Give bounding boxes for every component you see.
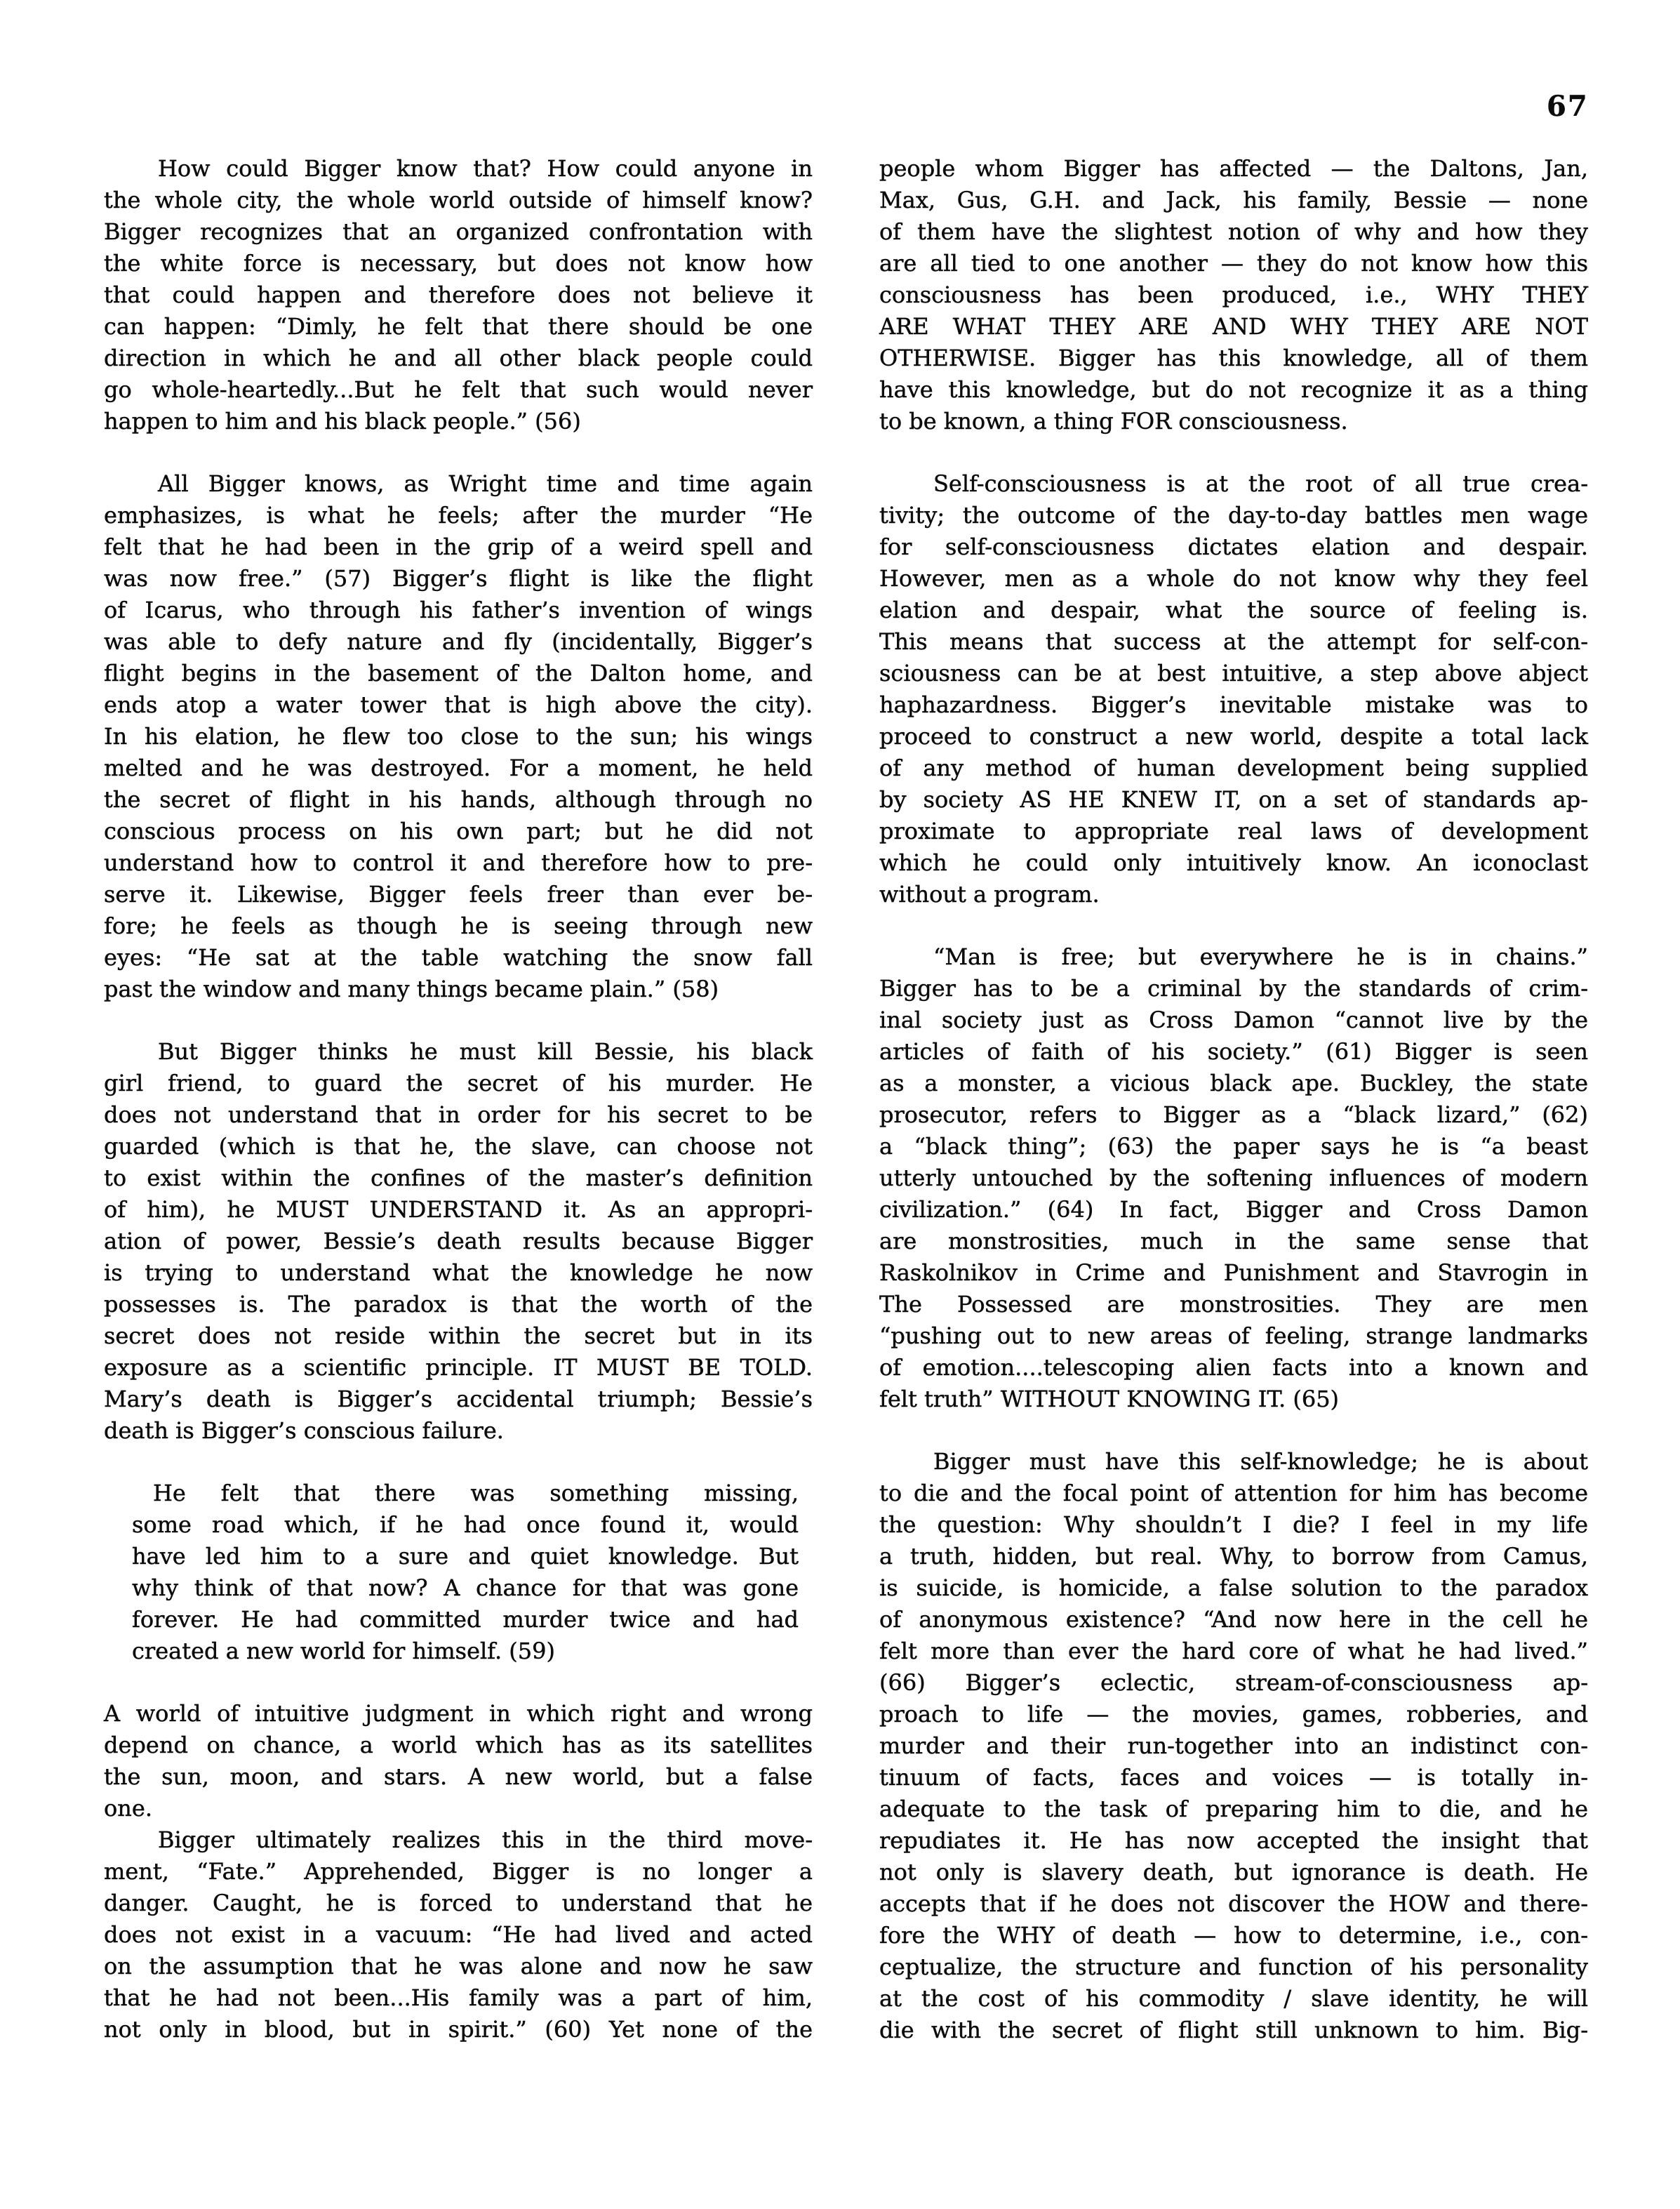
text-line: melted and he was destroyed. For a moment, he held: [104, 755, 813, 781]
text-line: (66) Bigger’s eclectic, stream-of-consciousness ap-: [879, 1669, 1588, 1696]
paragraph: [104, 1036, 813, 1447]
text-line: civilization.” (64) In fact, Bigger and Cross Damon: [879, 1196, 1588, 1223]
text-line: tivity; the outcome of the day-to-day battles men wage: [879, 502, 1588, 529]
text-line: the question: Why shouldn’t I die? I feel in my life: [879, 1511, 1588, 1538]
paragraph: [104, 1824, 813, 2045]
text-line: Raskolnikov in Crime and Punishment and Stavrogin in: [879, 1259, 1588, 1286]
text-line: eyes: “He sat at the table watching the snow fall: [104, 944, 813, 971]
text-line: proach to life — the movies, games, robberies, and: [879, 1701, 1588, 1727]
text-line: a “black thing”; (63) the paper says he is “a beast: [879, 1133, 1588, 1160]
text-line: Self-consciousness is at the root of all true crea-: [933, 470, 1588, 497]
text-line: OTHERWISE. Bigger has this knowledge, all of them: [879, 345, 1588, 371]
text-line: emphasizes, is what he feels; after the murder “He: [104, 502, 813, 529]
text-line: ARE WHAT THEY ARE AND WHY THEY ARE NOT: [879, 313, 1588, 340]
text-line: However, men as a whole do not know why they feel: [879, 565, 1588, 592]
text-line: This means that success at the attempt for self-con-: [879, 628, 1588, 655]
text-line: death is Bigger’s conscious failure.: [104, 1417, 504, 1444]
text-line: which he could only intuitively know. An iconoclast: [879, 849, 1588, 876]
text-line: guarded (which is that he, the slave, can choose not: [104, 1133, 813, 1160]
text-line: created a new world for himself. (59): [132, 1638, 555, 1664]
text-line: danger. Caught, he is forced to understand that he: [104, 1890, 813, 1916]
text-line: secret does not reside within the secret but in its: [104, 1322, 813, 1349]
text-line: one.: [104, 1795, 152, 1822]
text-line: to exist within the confines of the master’s definition: [104, 1165, 813, 1191]
text-line: of emotion....telescoping alien facts into a known and: [879, 1354, 1588, 1381]
text-line: of anonymous existence? “And now here in the cell he: [879, 1606, 1588, 1633]
text-line: Mary’s death is Bigger’s accidental triumph; Bessie’s: [104, 1386, 813, 1412]
text-line: articles of faith of his society.” (61) Bigger is seen: [879, 1038, 1588, 1065]
text-line: not only is slavery death, but ignorance is death. He: [879, 1859, 1588, 1885]
text-line: elation and despair, what the source of feeling is.: [879, 597, 1588, 623]
text-line: consciousness has been produced, i.e., WHY THEY: [879, 281, 1588, 308]
text-line: fore; he feels as though he is seeing through new: [104, 913, 813, 939]
paragraph: [879, 468, 1588, 910]
text-line: at the cost of his commodity / slave identity, he will: [879, 1985, 1588, 2012]
text-line: proximate to appropriate real laws of development: [879, 818, 1588, 844]
text-line: “Man is free; but everywhere he is in chains.”: [933, 943, 1588, 970]
text-line: people whom Bigger has affected — the Daltons, Jan,: [879, 155, 1588, 182]
text-line: that he had not been...His family was a part of him,: [104, 1984, 813, 2011]
text-line: as a monster, a vicious black ape. Buckley, the state: [879, 1070, 1588, 1096]
text-line: fore the WHY of death — how to determine, i.e., con-: [879, 1922, 1588, 1949]
text-line: But Bigger thinks he must kill Bessie, his black: [158, 1038, 813, 1065]
text-line: Bigger must have this self-knowledge; he is about: [933, 1448, 1588, 1475]
text-line: How could Bigger know that? How could anyone in: [158, 155, 813, 182]
paragraph: [879, 1446, 1588, 2046]
text-line: adequate to the task of preparing him to die, and he: [879, 1796, 1588, 1822]
text-line: without a program.: [879, 881, 1100, 908]
text-line: the whole city, the whole world outside of himself know?: [104, 187, 813, 213]
text-line: happen to him and his black people.” (56): [104, 408, 581, 434]
text-line: by society AS HE KNEW IT, on a set of standards ap-: [879, 786, 1588, 813]
text-line: tinuum of facts, faces and voices — is totally in-: [879, 1764, 1588, 1791]
text-line: have led him to a sure and quiet knowledge. But: [132, 1543, 799, 1570]
text-line: felt that he had been in the grip of a weird spell and: [104, 533, 813, 560]
text-line: are monstrosities, much in the same sense that: [879, 1228, 1588, 1254]
text-line: the white force is necessary, but does not know how: [104, 250, 813, 277]
text-line: ends atop a water tower that is high above the city).: [104, 691, 813, 718]
text-line: of them have the slightest notion of why and how they: [879, 218, 1588, 245]
text-line: ation of power, Bessie’s death results because Bigger: [104, 1228, 813, 1254]
text-line: sciousness can be at best intuitive, a step above abject: [879, 660, 1588, 686]
text-line: was able to defy nature and fly (incidentally, Bigger’s: [104, 628, 813, 655]
text-line: is suicide, is homicide, a false solution to the paradox: [879, 1574, 1588, 1601]
text-line: are all tied to one another — they do not know how this: [879, 250, 1588, 277]
paragraph: [104, 468, 813, 1005]
text-line: In his elation, he flew too close to the sun; his wings: [104, 723, 813, 750]
text-line: Max, Gus, G.H. and Jack, his family, Bessie — none: [879, 187, 1588, 213]
text-line: have this knowledge, but do not recognize it as a thing: [879, 376, 1588, 403]
text-line: Bigger recognizes that an organized confrontation with: [104, 218, 813, 245]
text-line: go whole-heartedly...But he felt that such would never: [104, 376, 813, 403]
text-line: that could happen and therefore does not believe it: [104, 281, 813, 308]
text-line: why think of that now? A chance for that was gone: [132, 1574, 799, 1601]
text-line: direction in which he and all other black people could: [104, 345, 813, 371]
text-line: proceed to construct a new world, despite a total lack: [879, 723, 1588, 750]
text-line: does not understand that in order for his secret to be: [104, 1101, 813, 1128]
text-line: “pushing out to new areas of feeling, strange landmarks: [879, 1322, 1588, 1349]
block-quote: [132, 1478, 799, 1667]
text-line: does not exist in a vacuum: “He had lived and acted: [104, 1921, 813, 1948]
text-line: accepts that if he does not discover the HOW and there-: [879, 1890, 1588, 1917]
text-line: ment, “Fate.” Apprehended, Bigger is no longer a: [104, 1858, 813, 1885]
text-line: exposure as a scientific principle. IT MUST BE TOLD.: [104, 1354, 813, 1381]
text-line: haphazardness. Bigger’s inevitable mistake was to: [879, 691, 1588, 718]
text-line: The Possessed are monstrosities. They are men: [879, 1291, 1588, 1318]
paragraph: [879, 941, 1588, 1415]
text-line: to be known, a thing FOR consciousness.: [879, 408, 1348, 434]
text-line: repudiates it. He has now accepted the insight that: [879, 1827, 1588, 1854]
text-line: possesses is. The paradox is that the worth of the: [104, 1291, 813, 1318]
text-line: of any method of human development being supplied: [879, 755, 1588, 781]
text-line: can happen: “Dimly, he felt that there should be one: [104, 313, 813, 340]
text-line: some road which, if he had once found it, would: [132, 1511, 799, 1538]
text-line: All Bigger knows, as Wright time and time again: [158, 470, 813, 497]
text-line: is trying to understand what the knowledge he now: [104, 1259, 813, 1286]
text-line: flight begins in the basement of the Dalton home, and: [104, 660, 813, 686]
text-line: ceptualize, the structure and function of his personality: [879, 1953, 1588, 1980]
text-line: of him), he MUST UNDERSTAND it. As an appropri-: [104, 1196, 813, 1223]
text-line: of Icarus, who through his father’s invention of wings: [104, 597, 813, 623]
text-line: was now free.” (57) Bigger’s flight is like the flight: [104, 565, 813, 592]
paragraph: [879, 153, 1588, 437]
text-line: past the window and many things became plain.” (58): [104, 976, 719, 1002]
text-line: A world of intuitive judgment in which right and wrong: [104, 1700, 813, 1727]
text-line: Bigger has to be a criminal by the standards of crim-: [879, 975, 1588, 1002]
text-line: not only in blood, but in spirit.” (60) Yet none of the: [104, 2016, 813, 2043]
text-line: a truth, hidden, but real. Why, to borrow from Camus,: [879, 1543, 1588, 1570]
text-line: conscious process on his own part; but he did not: [104, 818, 813, 844]
text-line: serve it. Likewise, Bigger feels freer than ever be-: [104, 881, 813, 908]
text-line: Bigger ultimately realizes this in the third move-: [158, 1826, 813, 1853]
text-line: inal society just as Cross Damon “cannot live by the: [879, 1007, 1588, 1033]
text-line: girl friend, to guard the secret of his murder. He: [104, 1070, 813, 1096]
text-line: on the assumption that he was alone and now he saw: [104, 1953, 813, 1979]
text-line: depend on chance, a world which has as its satellites: [104, 1732, 813, 1758]
text-line: the secret of flight in his hands, although through no: [104, 786, 813, 813]
text-line: felt more than ever the hard core of what he had lived.”: [879, 1638, 1588, 1664]
paragraph: [104, 1698, 813, 1824]
page-number: 67: [1547, 90, 1589, 123]
text-line: forever. He had committed murder twice and had: [132, 1606, 799, 1633]
text-line: murder and their run-together into an indistinct con-: [879, 1732, 1588, 1759]
text-line: the sun, moon, and stars. A new world, but a false: [104, 1763, 813, 1790]
paragraph: [104, 153, 813, 437]
text-line: to die and the focal point of attention for him has become: [879, 1480, 1588, 1506]
text-line: He felt that there was something missing,: [153, 1480, 799, 1506]
column-left: [104, 153, 813, 2045]
text-line: understand how to control it and therefore how to pre-: [104, 849, 813, 876]
text-line: felt truth” WITHOUT KNOWING IT. (65): [879, 1386, 1340, 1412]
text-line: for self-consciousness dictates elation and despair.: [879, 533, 1588, 560]
text-line: die with the secret of flight still unknown to him. Big-: [879, 2017, 1588, 2043]
text-line: utterly untouched by the softening influences of modern: [879, 1165, 1588, 1191]
text-line: prosecutor, refers to Bigger as a “black lizard,” (62): [879, 1101, 1588, 1128]
column-right: [879, 153, 1588, 2046]
